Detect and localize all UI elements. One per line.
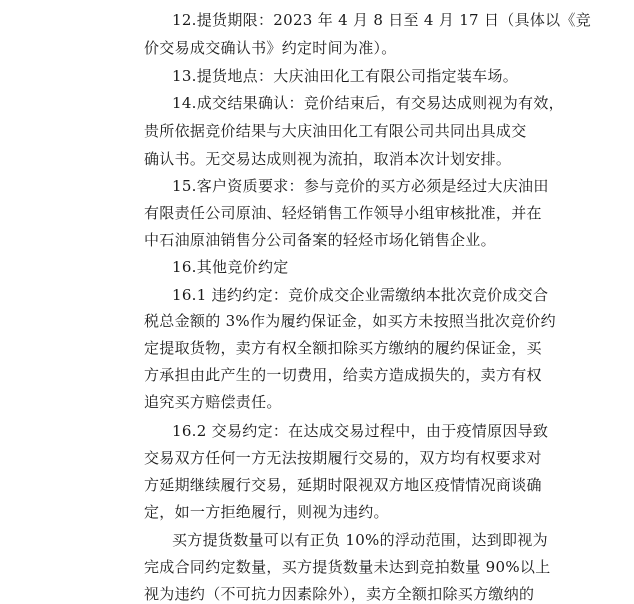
document-line: 12.提货期限：2023 年 4 月 8 日至 4 月 17 日（具体以《竞 <box>172 11 592 29</box>
document-line: 价交易成交确认书》约定时间为准）。 <box>144 39 397 57</box>
document-line: 追究买方赔偿责任。 <box>144 393 282 411</box>
document-line: 16.1 违约约定：竞价成交企业需缴纳本批次竞价成交合 <box>172 286 549 304</box>
document-line: 税总金额的 3%作为履约保证金，如买方未按照当批次竞价约 <box>144 312 556 330</box>
document-line: 定提取货物，卖方有权全额扣除买方缴纳的履约保证金，买 <box>144 339 542 357</box>
document-line: 定，如一方拒绝履行，则视为违约。 <box>144 503 389 521</box>
document-line: 13.提货地点：大庆油田化工有限公司指定装车场。 <box>172 67 519 85</box>
document-line: 完成合同约定数量，买方提货数量未达到竞拍数量 90%以上 <box>144 558 551 576</box>
document-line: 方承担由此产生的一切费用，给卖方造成损失的，卖方有权 <box>144 366 542 384</box>
document-line: 有限责任公司原油、轻烃销售工作领导小组审核批准，并在 <box>144 204 542 222</box>
document-line: 确认书。无交易达成则视为流拍，取消本次计划安排。 <box>144 150 512 168</box>
document-line: 15.客户资质要求：参与竞价的买方必须是经过大庆油田 <box>172 177 549 195</box>
document-line: 14.成交结果确认：竞价结束后，有交易达成则视为有效， <box>172 94 564 112</box>
document-line: 中石油原油销售分公司备案的轻烃市场化销售企业。 <box>144 231 496 249</box>
document-line: 贵所依据竞价结果与大庆油田化工有限公司共同出具成交 <box>144 122 527 140</box>
document-line: 视为违约（不可抗力因素除外），卖方全额扣除买方缴纳的 <box>144 585 535 603</box>
document-line: 买方提货数量可以有正负 10%的浮动范围，达到即视为 <box>172 531 548 549</box>
document-line: 16.2 交易约定：在达成交易过程中，由于疫情原因导致 <box>172 422 549 440</box>
document-line: 交易双方任何一方无法按期履行交易的，双方均有权要求对 <box>144 449 542 467</box>
document-line: 方延期继续履行交易，延期时限视双方地区疫情情况商谈确 <box>144 476 542 494</box>
section-heading: 16.其他竞价约定 <box>172 258 289 276</box>
